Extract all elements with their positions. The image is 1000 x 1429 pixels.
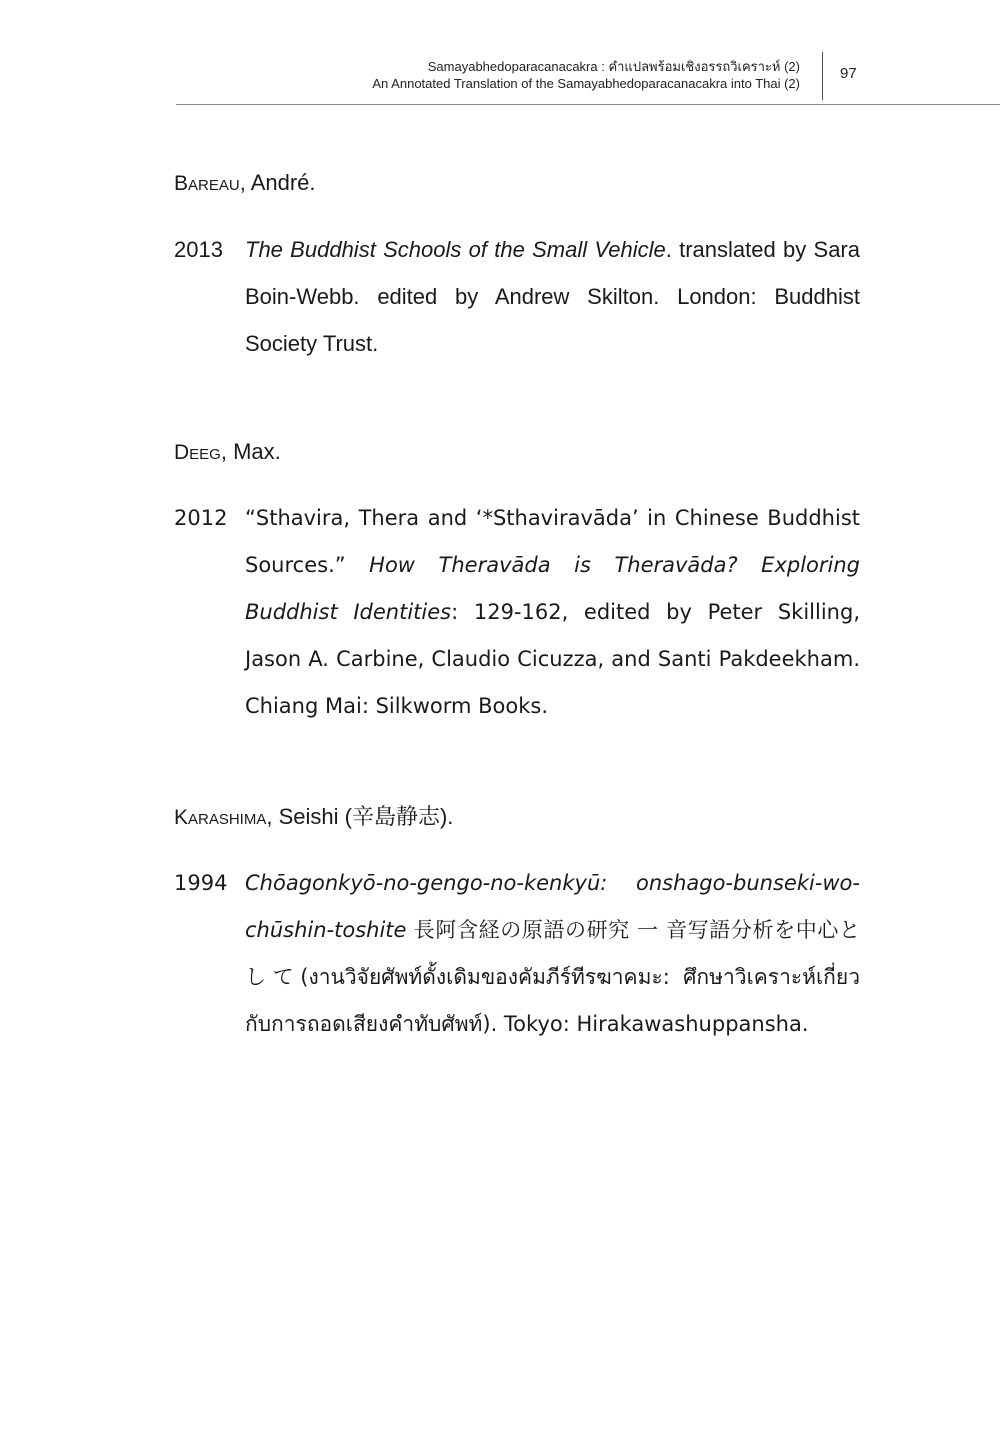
reference-details: . translated by Sara Boin-Webb. edited by Andrew Skilton. London: Buddhist Society Trust. <box>245 237 860 356</box>
reference-year: 1994 <box>174 871 228 895</box>
reference-details: 長阿含経の原語の研究 一 音写語分析を中心として(งานวิจัยศัพท์ดั้งเดิมของคัมภีร์ทีรฆาคมะ: ศึกษาวิเคราะห์เกี่ยวกับการถอดเสียงคำทับศัพท์). Tokyo: Hirakawashuppansha. <box>245 918 860 1036</box>
running-header-english-title: An Annotated Translation of the Samayabhedoparacanacakra into Thai (2) <box>372 76 800 91</box>
author-surname: Bareau <box>174 172 240 195</box>
bibliography-entry-bareau <box>174 169 860 367</box>
reference-title: Chōagonkyō-no-gengo-no-kenkyū: onshago-bunseki-wo-chūshin-toshite <box>245 871 860 942</box>
author-given-name: , André. <box>239 170 316 195</box>
bibliography-entry-karashima <box>174 803 860 1048</box>
running-header <box>176 58 800 92</box>
author-surname: Deeg <box>174 441 221 464</box>
author-surname: Karashima <box>174 806 267 829</box>
reference-article-title: “Sthavira, Thera and ‘*Sthaviravāda’ in Chinese Buddhist Sources.” <box>245 506 860 577</box>
reference-year: 2012 <box>174 506 228 530</box>
author-heading <box>174 803 860 832</box>
running-header-thai-title: Samayabhedoparacanacakra : คำแปลพร้อมเชิงอรรถวิเคราะห์ (2) <box>427 59 800 74</box>
reference-year: 2013 <box>174 237 223 262</box>
page-number: 97 <box>840 65 857 82</box>
author-given-name: , Seishi (辛島静志). <box>266 804 454 829</box>
bibliography-entry-deeg <box>174 438 860 730</box>
reference <box>174 495 860 730</box>
reference <box>174 860 860 1048</box>
author-heading <box>174 169 860 198</box>
reference <box>174 226 860 367</box>
author-given-name: , Max. <box>220 439 281 464</box>
reference-title: The Buddhist Schools of the Small Vehicle <box>245 237 666 262</box>
reference-details: : 129-162, edited by Peter Skilling, Jason A. Carbine, Claudio Cicuzza, and Santi Pakdeekham. Chiang Mai: Silkworm Books. <box>245 600 860 718</box>
author-heading <box>174 438 860 467</box>
header-rule <box>176 104 1000 105</box>
header-divider <box>822 52 823 100</box>
reference-title: How Theravāda is Theravāda? Exploring Buddhist Identities <box>245 553 860 624</box>
